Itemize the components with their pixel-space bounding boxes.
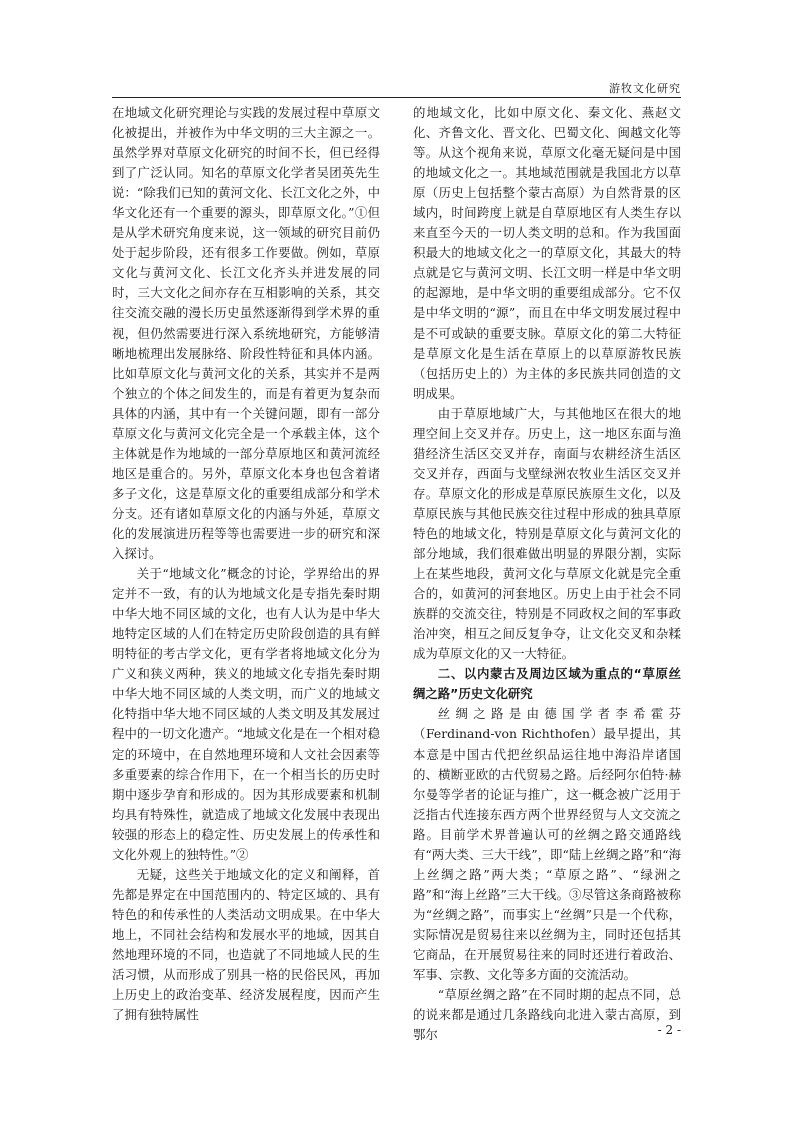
right-column (413, 103, 681, 1045)
section-heading: 二、以内蒙古及周边区域为重点的“草原丝绸之路”历史文化研究 (413, 666, 681, 702)
body-paragraph: 丝绸之路是由德国学者李希霍芬（Ferdinand-von Richthofen）最早提出，其本意是中国古代把丝织品运往地中海沿岸诸国的、横断亚欧的古代贸易之路。后经阿尔伯特·赫尔曼等学者的论证与推广，这一概念被广泛用于泛指古代连接东西方两个世界经贸与人文交流之路。目前学术界普遍认可的丝绸之路交通路线有“两大类、三大干线”，即“陆上丝绸之路”和“海上丝绸之路”两大类；“草原之路”、“绿洲之路”和“海上丝路”三大干线。③尽管这条商路被称为“丝绸之路”，而事实上“丝绸”只是一个代称，实际情况是贸易往来以丝绸为主，同时还包括其它商品，在开展贸易往来的同时还进行着政治、军事、宗教、文化等多方面的交流活动。 (413, 706, 681, 983)
left-column (112, 103, 380, 1025)
body-paragraph: 无疑，这些关于地域文化的定义和阐释，首先都是界定在中国范围内的、特定区域的、具有特色的和传承性的人类活动文明成果。在中华大地上，不同社会结构和发展水平的地域，因其自然地理环境的不同，也造就了不同地域人民的生活习惯，从而形成了别具一格的民俗民风，再加上历史上的政治变革、经济发展程度，因而产生了拥有独特属性 (112, 866, 380, 1023)
journal-title: 游牧文化研究 (609, 82, 681, 95)
body-paragraph: 的地域文化，比如中原文化、秦文化、燕赵文化、齐鲁文化、晋文化、巴蜀文化、闽越文化等等。从这个视角来说，草原文化毫无疑问是中国的地域文化之一。其地域范围就是我国北方以草原（历史上包括整个蒙古高原）为自然背景的区域内，时间跨度上就是自草原地区有人类生存以来直至今天的一切人类文明的总和。作为我国面积最大的地域文化之一的草原文化，其最大的特点就是它与黄河文明、长江文明一样是中华文明的起源地，是中华文明的重要组成部分。它不仅是中华文明的“源”，而且在中华文明发展过程中是不可或缺的重要支脉。草原文化的第二大特征是草原文化是生活在草原上的以草原游牧民族（包括历史上的）为主体的多民族共同创造的文明成果。 (413, 105, 681, 401)
body-paragraph: 在地域文化研究理论与实践的发展过程中草原文化被提出，并被作为中华文明的三大主源之一。虽然学界对草原文化研究的时间不长，但已经得到了广泛认同。知名的草原文化学者吴团英先生说：“除我们已知的黄河文化、长江文化之外，中华文化还有一个重要的源头，即草原文化。”①但是从学术研究角度来说，这一领域的研究目前仍处于起步阶段，还有很多工作要做。例如，草原文化与黄河文化、长江文化齐头并进发展的同时，三大文化之间亦存在互相影响的关系，其交往交流交融的漫长历史虽然逐渐得到学术界的重视，但仍然需要进行深入系统地研究，方能够清晰地梳理出发展脉络、阶段性特征和具体内涵。比如草原文化与黄河文化的关系，其实并不是两个独立的个体之间发生的，而是有着更为复杂而具体的内涵，其中有一个关键问题，即有一部分草原文化与黄河文化完全是一个承载主体，这个主体就是作为地域的一部分草原地区和黄河流经地区是重合的。另外，草原文化本身也包含着诸多子文化，这是草原文化的重要组成部分和学术分支。还有诸如草原文化的内涵与外延，草原文化的发展演进历程等等也需要进一步的研究和深入探讨。 (112, 105, 380, 562)
page-number: - 2 - (657, 1023, 681, 1037)
running-header (112, 80, 681, 98)
body-paragraph: “草原丝绸之路”在不同时期的起点不同，总的说来都是通过几条路线向北进入蒙古高原，到鄂尔 (413, 987, 681, 1043)
body-paragraph: 关于“地域文化”概念的讨论，学界给出的界定并不一致，有的认为地域文化是专指先秦时期中华大地不同区域的文化，也有人认为是中华大地特定区域的人们在特定历史阶段创造的具有鲜明特征的考古学文化，更有学者将地域文化分为广义和狭义两种，狭义的地域文化专指先秦时期中华大地不同区域的人类文明，而广义的地域文化特指中华大地不同区域的人类文明及其发展过程中的一切文化遗产。“地域文化是在一个相对稳定的环境中，在自然地理环境和人文社会因素等多重要素的综合作用下，在一个相当长的历史时期中逐步孕育和形成的。因为其形成要素和机制均具有特殊性，就造成了地域文化发展中表现出较强的形态上的稳定性、历史发展上的传承性和文化外观上的独特性。”② (112, 566, 380, 862)
body-paragraph: 由于草原地域广大，与其他地区在很大的地理空间上交叉并存。历史上，这一地区东面与渔猎经济生活区交叉并存，南面与农耕经济生活区交叉并存，西面与戈壁绿洲农牧业生活区交叉并存。草原文化的形成是草原民族原生文化，以及草原民族与其他民族交往过程中形成的独具草原特色的地域文化，特别是草原文化与黄河文化的部分地域，我们很难做出明显的界限分割，实际上在某些地段，黄河文化与草原文化就是完全重合的，如黄河的河套地区。历史上由于社会不同族群的交流交往，特别是不同政权之间的军事政治冲突，相互之间反复争夺，让文化交叉和杂糅成为草原文化的又一大特征。 (413, 405, 681, 662)
